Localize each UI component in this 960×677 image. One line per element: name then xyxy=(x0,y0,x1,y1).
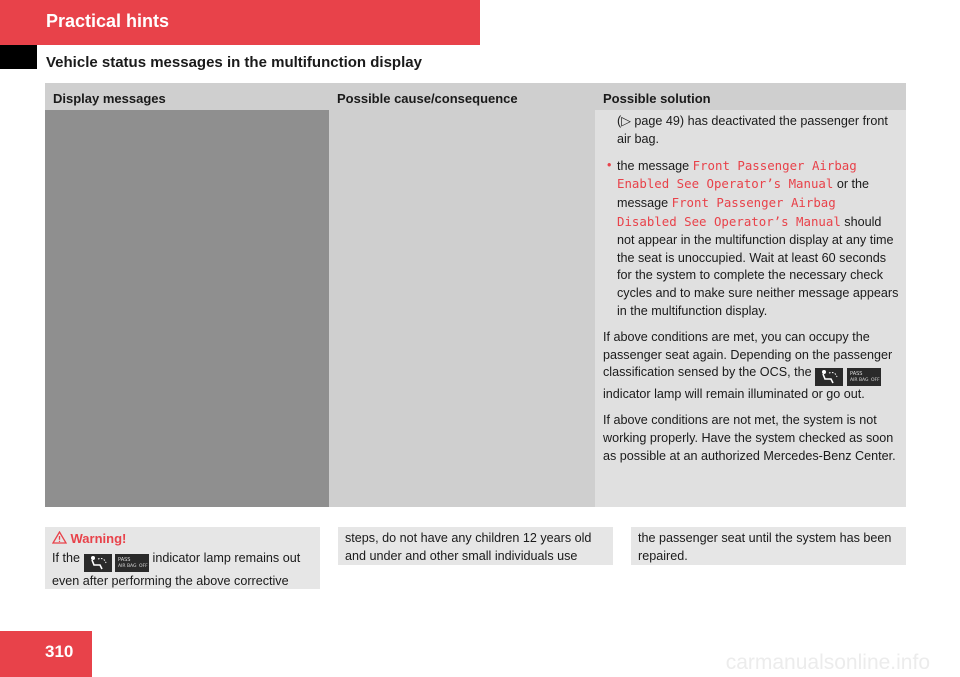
passenger-airbag-off-indicator-icon xyxy=(815,368,881,386)
warning-box-col2 xyxy=(338,527,613,565)
solution-paragraph-met xyxy=(603,329,901,404)
solution-paragraph-not-met: If above conditions are not met, the system is not working properly. Have the system checked as soon as possible at an authorized Mercedes-Benz Center. xyxy=(603,412,896,463)
seated-occupant-icon xyxy=(84,554,112,572)
or-the-text: or the xyxy=(836,177,870,192)
warning-triangle-icon xyxy=(52,531,67,544)
icon-airbag-text: AIR BAG xyxy=(849,378,869,384)
status-messages-table xyxy=(45,83,906,507)
message-word: message xyxy=(617,196,669,211)
warning-text-col2: steps, do not have any children 12 years old and under and other small individuals use xyxy=(345,531,592,563)
warning-text-a: If the xyxy=(52,551,81,565)
section-header-bar xyxy=(0,0,480,45)
message-enabled: Front Passenger Airbag Enabled See Operator’s Manual xyxy=(617,157,857,192)
para-met-text-b: indicator lamp will remain illuminated or go out. xyxy=(603,387,865,402)
para-met-text-a: If above conditions are met, you can occupy the passenger seat again. Depending on the passenger classification sensed by the OCS, the xyxy=(603,329,893,380)
warning-text-col1 xyxy=(52,549,317,591)
display-messages-cell xyxy=(45,110,329,507)
warning-title: Warning! xyxy=(70,531,127,546)
column-header-possible-cause: Possible cause/consequence xyxy=(337,91,518,106)
seated-occupant-icon xyxy=(815,368,843,386)
pass-airbag-off-label-icon xyxy=(847,368,881,386)
page-subtitle: Vehicle status messages in the multifunction display xyxy=(46,54,422,71)
bullet-lead: the message xyxy=(617,158,690,173)
icon-airbag-text: AIR BAG xyxy=(118,563,137,569)
possible-cause-cell xyxy=(329,110,595,507)
warning-text-b: indicator lamp remains out even after performing the above corrective xyxy=(52,551,301,588)
warning-text-col3: the passenger seat until the system has been repaired. xyxy=(638,531,892,563)
table-header xyxy=(45,83,906,110)
bullet-tail: should not appear in the multifunction display at any time the seat is unoccupied. Wait at least 60 seconds for the system to complete the necessary check cycles and to make sure neither message appears in the multifunction display. xyxy=(617,214,899,318)
page-number-bar xyxy=(0,631,92,677)
message-disabled: Front Passenger Airbag Disabled See Operator’s Manual xyxy=(617,195,841,229)
warning-box-col1 xyxy=(45,527,320,589)
possible-solution-cell xyxy=(595,110,906,507)
warning-heading xyxy=(52,529,317,549)
icon-pass-text: PASS xyxy=(118,556,131,563)
pass-airbag-off-label-icon xyxy=(115,554,149,572)
bullet-icon: • xyxy=(607,157,612,172)
icon-off-text: OFF xyxy=(870,378,880,384)
section-title: Practical hints xyxy=(46,11,170,31)
passenger-airbag-off-indicator-icon-warning xyxy=(84,553,150,572)
icon-off-text: OFF xyxy=(139,563,148,569)
watermark: carmanualsonline.info xyxy=(725,651,930,674)
solution-bullet xyxy=(603,157,901,321)
column-header-display-messages: Display messages xyxy=(53,91,166,106)
warning-box-col3 xyxy=(631,527,906,565)
section-marker xyxy=(0,45,37,69)
column-header-possible-solution: Possible solution xyxy=(603,91,711,106)
solution-continued-text: (▷ page 49) has deactivated the passenger front air bag. xyxy=(617,114,888,146)
icon-pass-text: PASS xyxy=(849,371,863,378)
page-number: 310 xyxy=(45,642,74,661)
